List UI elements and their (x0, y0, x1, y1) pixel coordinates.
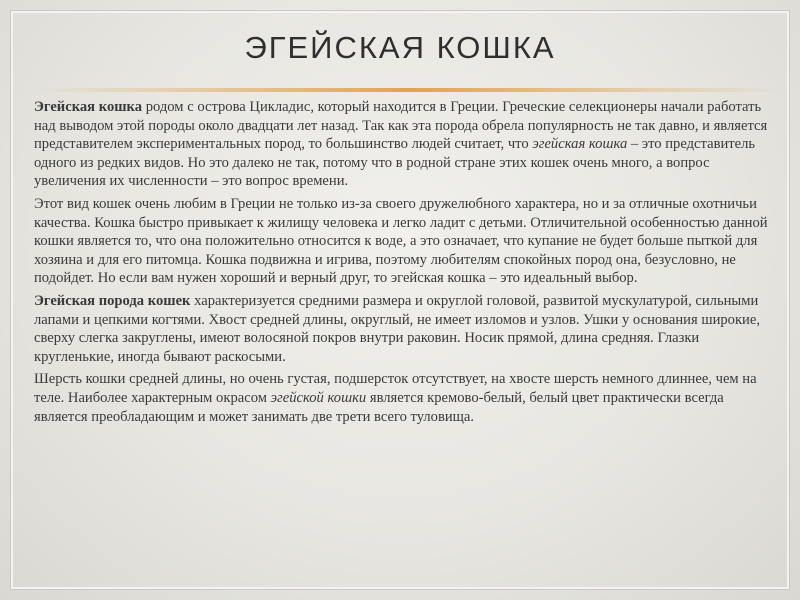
title-divider (36, 88, 784, 92)
slide-title: ЭГЕЙСКАЯ КОШКА (244, 30, 556, 65)
breed-heading-bold: Эгейская порода кошек (34, 292, 191, 309)
paragraph-2 (34, 195, 776, 288)
paragraph-1-text-a: родом с острова Цикладис, который находится в Греции. Греческие селекционеры начали работать над выводом этой породы около двадцати лет назад. Так как эта порода обрела популярность не так давно, и является представителем экспериментальных пород, то большинство людей считает, что (34, 99, 768, 153)
breed-name-bold: Эгейская кошка (34, 99, 143, 115)
paragraph-4 (34, 370, 776, 426)
paragraph-2-text: Этот вид кошек очень любим в Греции не только из-за своего дружелюбного характера, но и за отличные охотничьи качества. Кошка быстро привыкает к жилищу человека и легко ладит с детьми. Отличительной особенностью данной кошки является то, что она положительно относится к воде, а это означает, что купание не будет больше пыткой для хозяина и для его питомца. Кошка подвижна и игрива, поэтому любителям спокойных пород она, безусловно, не подойдет. Но если вам нужен хороший и верный друг, то эгейская кошка – это идеальный выбор. (34, 195, 768, 287)
paragraph-1 (34, 98, 776, 191)
breed-color-italic: эгейской кошки (270, 389, 367, 406)
slide-body (34, 98, 776, 430)
paragraph-1-text-b: – это представитель одного из редких видов. Но это далеко не так, потому что в родной стране этих кошек очень много, а вопрос увеличения их численности – это вопрос времени. (34, 136, 756, 190)
breed-name-italic: эгейская кошка (532, 136, 628, 153)
paragraph-3-text: характеризуется средними размера и округлой головой, развитой мускулатурой, сильными лапами и цепкими когтями. Хвост средней длины, округлый, не имеет изломов и узлов. Ушки у основания широкие, сверху слегка закруглены, имеют волосяной покров внутри раковин. Носик прямой, длина средняя. Глазки кругленькие, иногда бывают раскосыми. (34, 292, 760, 365)
paragraph-4-text-a: Шерсть кошки средней длины, но очень густая, подшерсток отсутствует, на хвосте шерсть немного длиннее, чем на теле. Наиболее характерным окрасом (34, 371, 757, 406)
paragraph-3 (34, 292, 776, 366)
paragraph-4-text-b: является кремово-белый, белый цвет практически всегда является преобладающим и может занимать две трети всего туловища. (34, 389, 724, 425)
